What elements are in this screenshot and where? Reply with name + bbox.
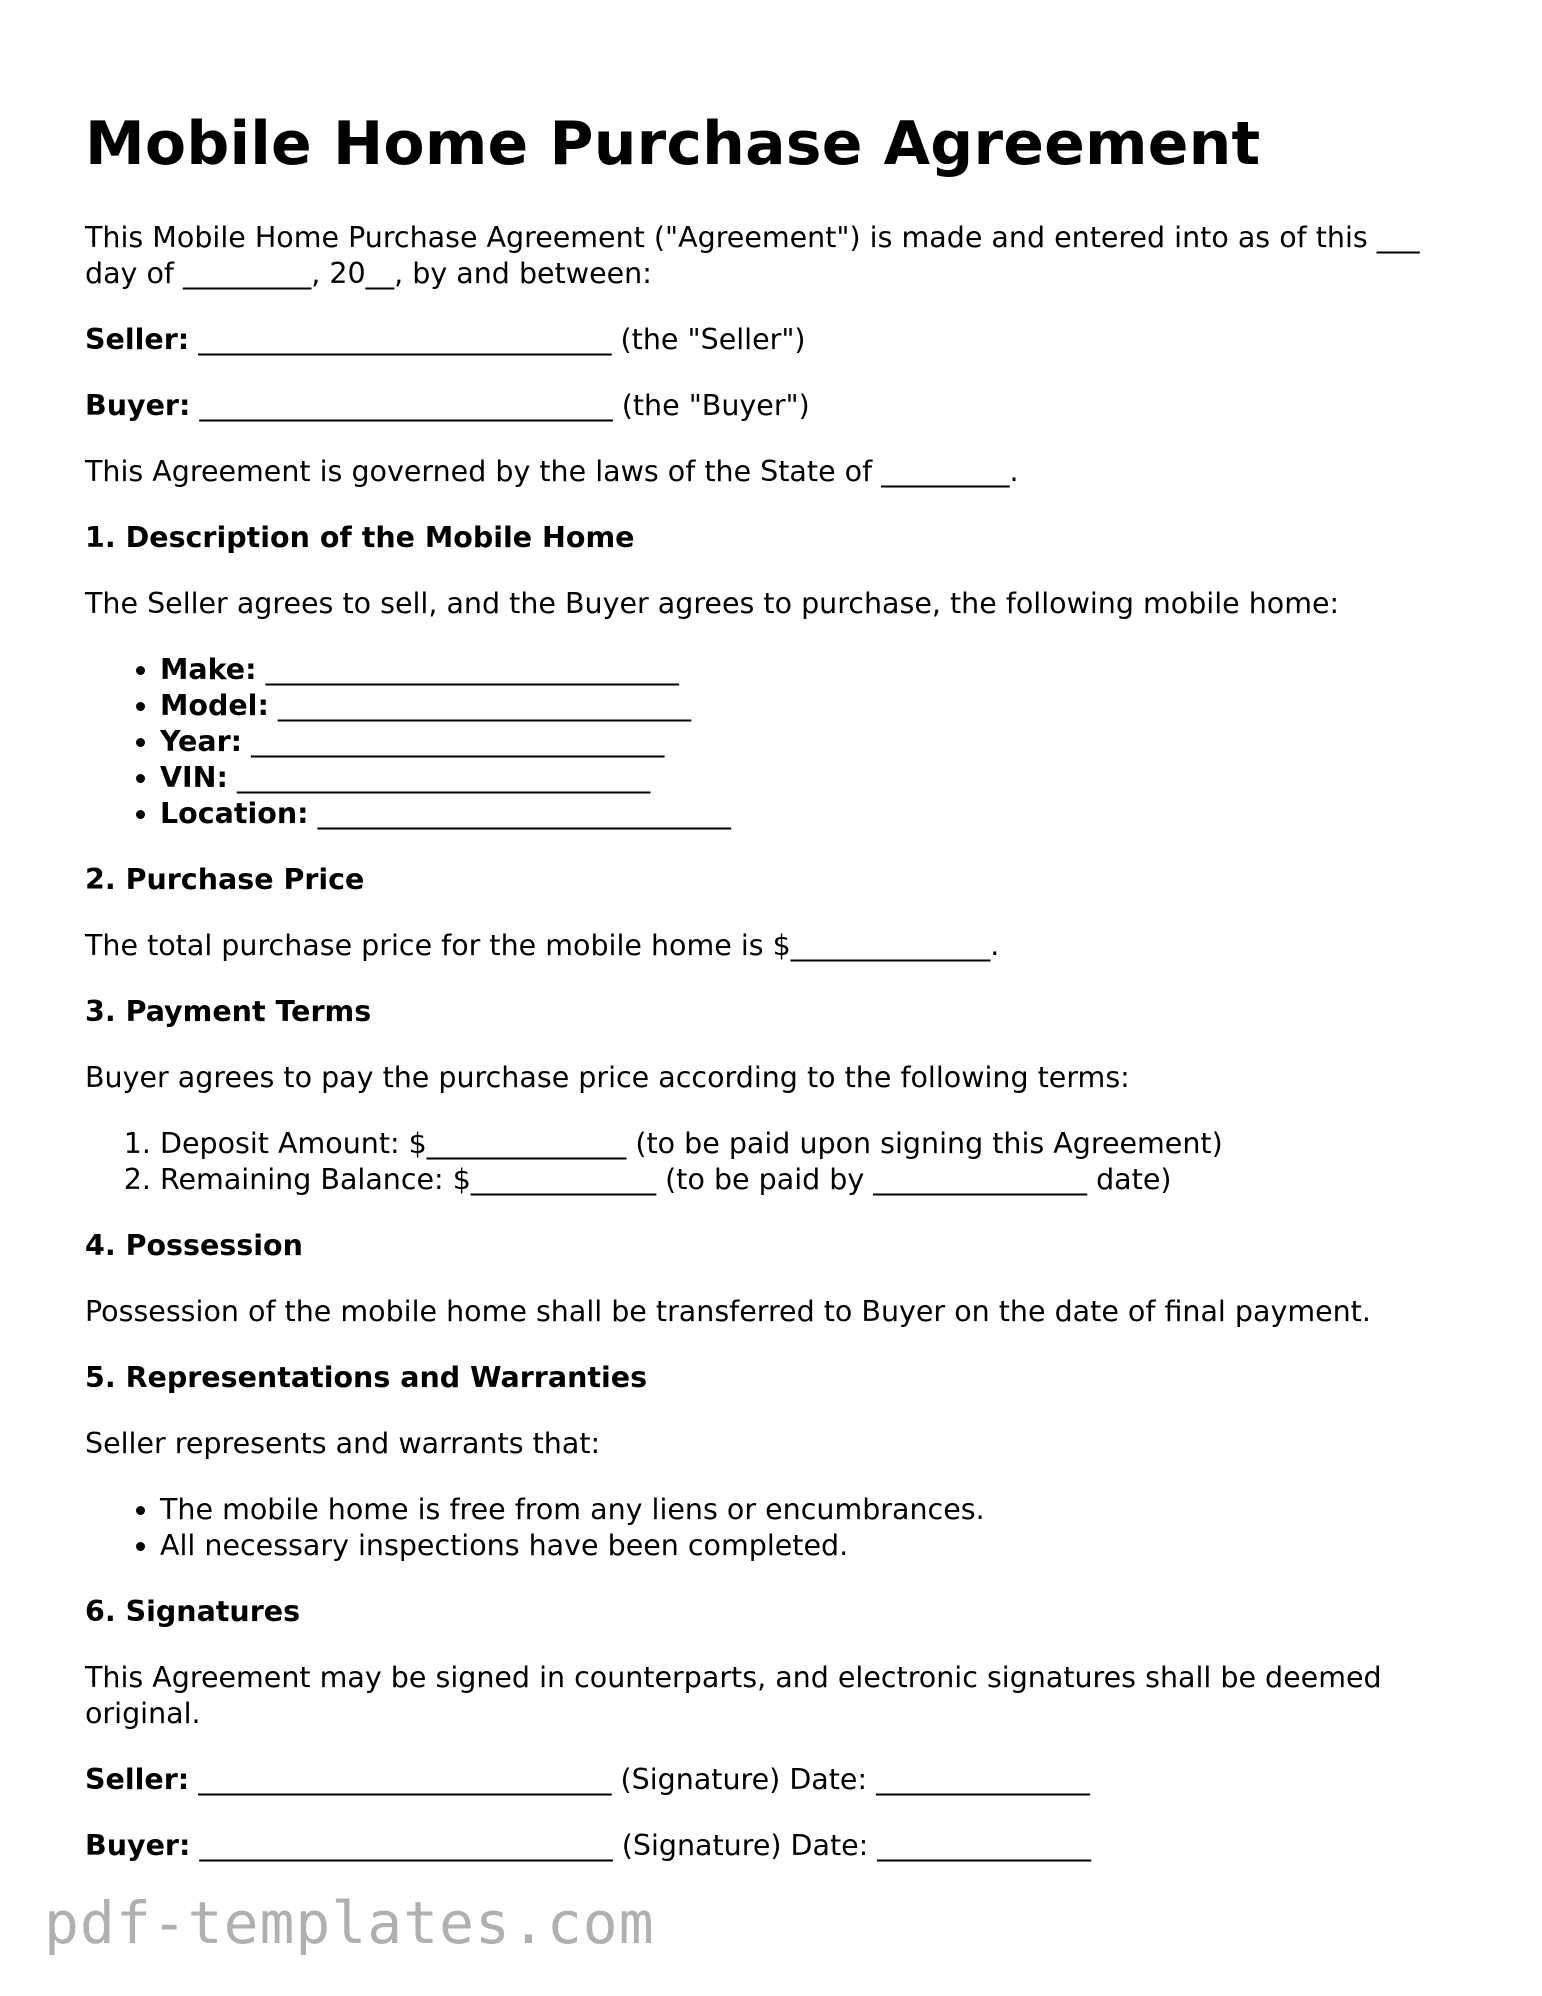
section-3-heading: 3. Payment Terms [85,995,372,1028]
watermark: pdf-templates.com [44,1889,655,1957]
governing-law-paragraph: This Agreement is governed by the laws of the State of _________. [85,455,1019,488]
list-item-remaining-balance: 2. Remaining Balance: $_____________ (to be paid by _______________ date) [160,1162,1465,1198]
list-item-year [160,724,1465,760]
section-2-heading: 2. Purchase Price [85,863,365,896]
model-blank: _____________________________ [268,689,692,722]
buyer-label: Buyer: [85,389,191,422]
warranties-list [85,1492,1465,1564]
make-label: Make: [160,653,257,686]
buyer-blank: _____________________________ (the "Buyer") [190,389,810,422]
list-item-warranty-liens: • The mobile home is free from any liens or encumbrances. [160,1492,1465,1528]
location-blank: _____________________________ [308,797,731,830]
vin-blank: _____________________________ [227,761,651,794]
section-5-text: Seller represents and warrants that: [85,1427,601,1460]
list-item-deposit: 1. Deposit Amount: $______________ (to be paid upon signing this Agreement) [160,1126,1465,1162]
section-4-heading: 4. Possession [85,1229,303,1262]
year-label: Year: [160,725,243,758]
section-4-text: Possession of the mobile home shall be transferred to Buyer on the date of final payment. [85,1295,1371,1328]
document-title: Mobile Home Purchase Agreement [85,109,1261,179]
section-3-text: Buyer agrees to pay the purchase price according to the following terms: [85,1061,1130,1094]
list-item-model [160,688,1465,724]
mobile-home-details-list [85,652,1465,832]
payment-terms-list [85,1126,1465,1198]
list-item-location [160,796,1465,832]
seller-signature-blank: _____________________________ (Signature) Date: _______________ [189,1763,1090,1796]
year-blank: _____________________________ [242,725,665,758]
document-page [85,104,1465,1864]
section-6-text: This Agreement may be signed in counterparts, and electronic signatures shall be deemed original. [85,1661,1382,1730]
buyer-signature-blank: _____________________________ (Signature) Date: _______________ [190,1829,1092,1862]
section-5-heading: 5. Representations and Warranties [85,1361,648,1394]
buyer-signature-label: Buyer: [85,1829,191,1862]
buyer-line [85,388,1465,424]
seller-line [85,322,1465,358]
seller-label: Seller: [85,323,190,356]
section-1-heading: 1. Description of the Mobile Home [85,521,635,554]
list-item-make [160,652,1465,688]
list-item-vin [160,760,1465,796]
seller-signature-label: Seller: [85,1763,190,1796]
seller-signature-line [85,1762,1465,1798]
make-blank: _____________________________ [256,653,679,686]
list-item-warranty-inspections: • All necessary inspections have been completed. [160,1528,1465,1564]
section-1-text: The Seller agrees to sell, and the Buyer agrees to purchase, the following mobile home: [85,587,1340,620]
buyer-signature-line [85,1828,1465,1864]
seller-blank: _____________________________ (the "Seller") [189,323,806,356]
location-label: Location: [160,797,309,830]
section-2-text: The total purchase price for the mobile home is $______________. [85,929,1000,962]
vin-label: VIN: [160,761,228,794]
model-label: Model: [160,689,269,722]
section-6-heading: 6. Signatures [85,1595,301,1628]
intro-paragraph: This Mobile Home Purchase Agreement ("Agreement") is made and entered into as of this ___ day of _________, 20__, by and between: [85,221,1420,290]
